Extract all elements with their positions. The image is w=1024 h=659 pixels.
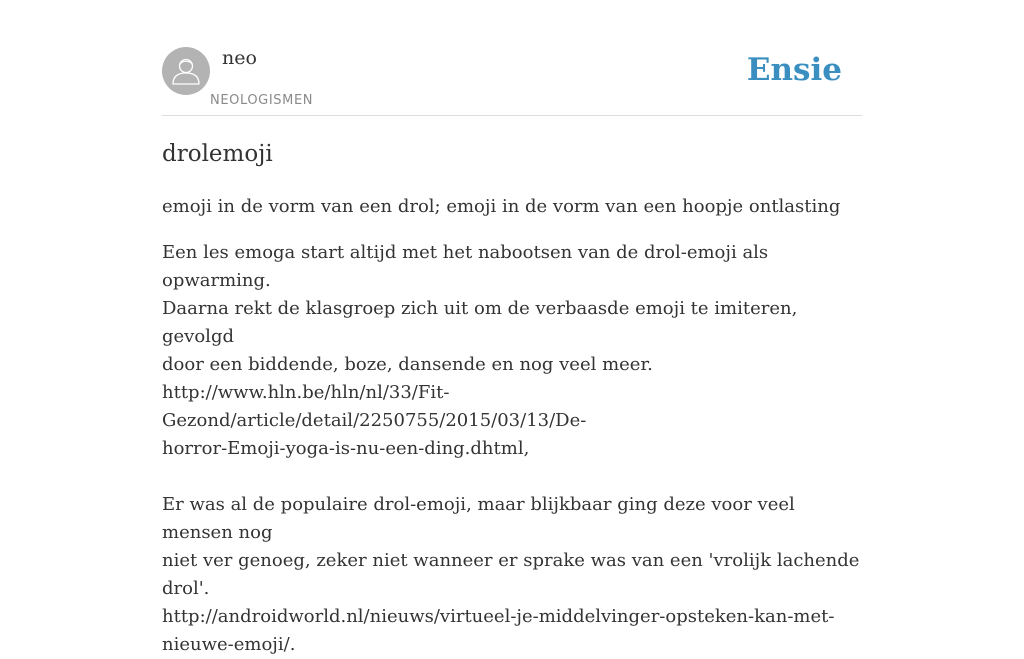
example-link: http://www.hln.be/hln/nl/33/Fit-Gezond/article/detail/2250755/2015/03/13/De-	[162, 382, 587, 431]
example-line: niet ver genoeg, zeker niet wanneer er sprake was van een 'vrolijk lachende drol'.	[162, 550, 860, 599]
example-line: door een biddende, boze, dansende en nog veel meer.	[162, 354, 653, 375]
category-label[interactable]: NEOLOGISMEN	[210, 93, 314, 108]
definition-text: emoji in de vorm van een drol; emoji in de vorm van een hoopje ontlasting	[162, 196, 841, 217]
example-line: Er was al de populaire drol-emoji, maar blijkbaar ging deze voor veel mensen nog	[162, 494, 795, 543]
example-link: nieuwe-emoji/.	[162, 634, 296, 655]
user-icon[interactable]	[162, 47, 210, 95]
entry-page	[162, 0, 862, 655]
example-link: http://androidworld.nl/nieuws/virtueel-je-middelvinger-opsteken-kan-met-	[162, 606, 835, 627]
page-title: drolemoji	[162, 141, 273, 167]
username[interactable]: neo	[222, 47, 257, 69]
example-line: Daarna rekt de klasgroep zich uit om de verbaasde emoji te imiteren, gevolgd	[162, 298, 798, 347]
brand-logo[interactable]: Ensie	[746, 52, 842, 88]
example-text	[162, 239, 862, 659]
example-line: Een les emoga start altijd met het nabootsen van de drol-emoji als opwarming.	[162, 242, 769, 291]
example-spacer	[162, 463, 862, 491]
example-link: horror-Emoji-yoga-is-nu-een-ding.dhtml,	[162, 438, 530, 459]
header	[162, 0, 862, 116]
